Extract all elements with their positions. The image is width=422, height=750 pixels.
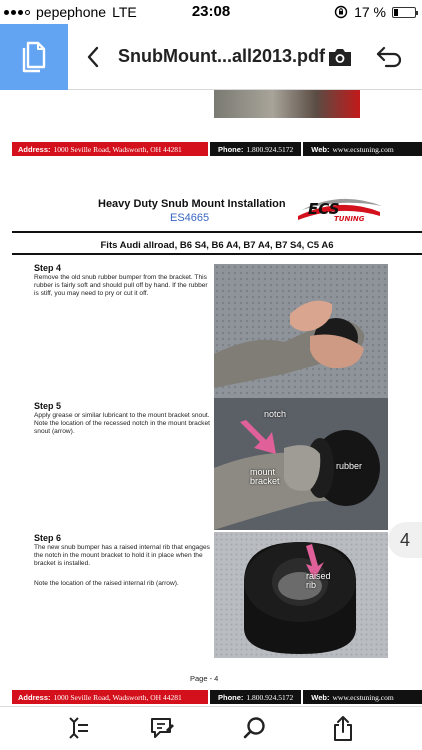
previous-page-photo <box>214 90 360 118</box>
step-6-title: Step 6 <box>34 533 62 543</box>
document-title: SnubMount...all2013.pdf <box>118 46 326 66</box>
page-indicator-badge[interactable]: 4 <box>388 522 422 558</box>
share-icon[interactable] <box>330 715 356 741</box>
fit-width-icon[interactable] <box>64 715 90 741</box>
step-4-title: Step 4 <box>34 263 62 273</box>
svg-text:ECS: ECS <box>308 200 340 218</box>
step-4-photo <box>214 264 388 398</box>
svg-text:TUNING: TUNING <box>334 215 365 223</box>
bottom-toolbar <box>0 706 422 750</box>
rotation-lock-icon <box>334 5 348 19</box>
step-5-text: Apply grease or similar lubricant to the mount bracket snout. Note the location of the recessed notch in the mount bracket snout (arrow). <box>34 412 210 435</box>
step-5-title: Step 5 <box>34 401 62 411</box>
camera-icon[interactable] <box>326 44 354 70</box>
carrier-name: pepephone <box>36 4 107 20</box>
divider-bottom <box>12 253 422 255</box>
step-4-text: Remove the old snub rubber bumper from the bracket. This rubber is fairly soft and should pull off by hand. If the rubber is stiff, you may need to pry or cut it off. <box>34 274 208 297</box>
clock: 23:08 <box>191 3 231 20</box>
rubber-label: rubber <box>336 461 363 471</box>
network-type: LTE <box>112 4 137 20</box>
battery-percent: 17 % <box>354 4 386 20</box>
document-heading: Heavy Duty Snub Mount Installation <box>98 198 286 210</box>
raised-rib-label: raised rib <box>306 571 331 590</box>
document-icon[interactable] <box>0 24 68 90</box>
pdf-viewport[interactable] <box>0 90 422 702</box>
mount-bracket-label: mount bracket <box>250 467 280 486</box>
undo-icon[interactable] <box>374 44 404 70</box>
notch-label: notch <box>264 409 287 419</box>
back-arrow-icon[interactable] <box>80 44 106 70</box>
comment-icon[interactable] <box>148 715 174 741</box>
status-bar <box>0 0 422 24</box>
battery-icon <box>392 7 416 18</box>
part-number: ES4665 <box>170 212 210 224</box>
page-footer: Address: 1000 Seville Road, Wadsworth, OH 44281 Phone: 1.800.924.5172 Web: www.ecstuning.com <box>12 142 422 156</box>
page-footer-next: Address: 1000 Seville Road, Wadsworth, OH 44281 Phone: 1.800.924.5172 Web: www.ecstuning.com <box>12 690 422 704</box>
ecs-tuning-logo <box>296 194 384 224</box>
app-toolbar <box>0 24 422 90</box>
page-number: Page - 4 <box>190 674 219 683</box>
step-6-note: Note the location of the raised internal rib (arrow). <box>34 580 179 587</box>
step-6-text: The new snub bumper has a raised internal rib that engages the notch in the mount bracket to hold it in place when the bracket is installed. <box>34 544 210 567</box>
search-icon[interactable] <box>242 715 268 741</box>
step-5-photo <box>214 398 388 530</box>
divider-top <box>12 231 422 233</box>
step-6-photo <box>214 532 388 658</box>
fitment-line: Fits Audi allroad, B6 S4, B6 A4, B7 A4, B7 S4, C5 A6 <box>100 240 334 251</box>
